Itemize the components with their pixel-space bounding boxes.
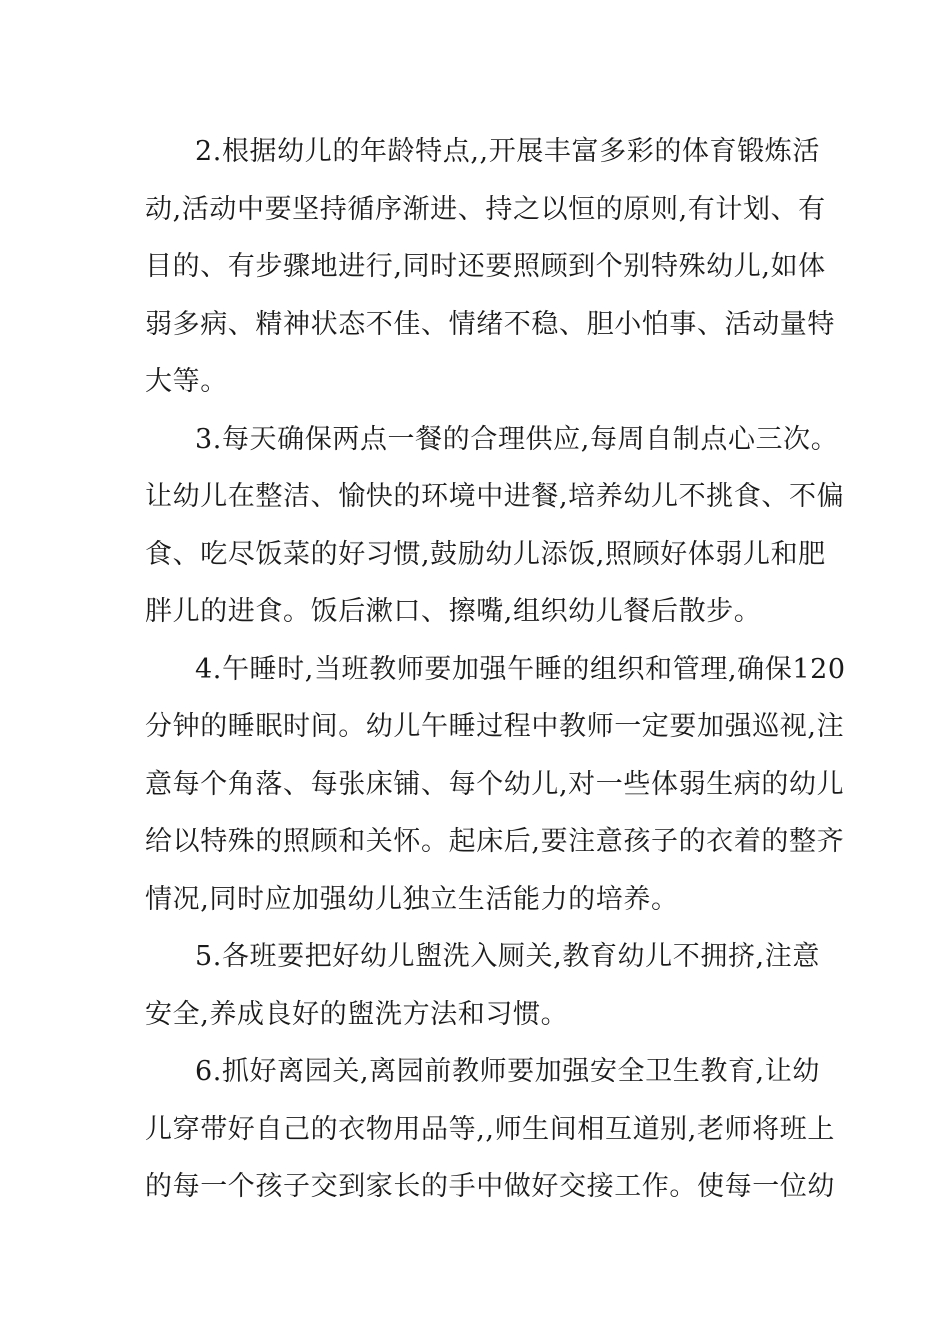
paragraph-2-line-3: 目的、有步骤地进行,同时还要照顾到个别特殊幼儿,如体 bbox=[145, 251, 826, 282]
paragraph-3-line-1: 3.每天确保两点一餐的合理供应,每周自制点心三次。 bbox=[195, 424, 839, 455]
paragraph-4-line-2: 分钟的睡眠时间。幼儿午睡过程中教师一定要加强巡视,注 bbox=[145, 711, 845, 742]
paragraph-6-line-2: 儿穿带好自己的衣物用品等,,师生间相互道别,老师将班上 bbox=[145, 1114, 835, 1145]
paragraph-2-line-2: 动,活动中要坚持循序渐进、持之以恒的原则,有计划、有 bbox=[145, 194, 826, 225]
paragraph-2-line-1: 2.根据幼儿的年龄特点,,开展丰富多彩的体育锻炼活 bbox=[195, 136, 820, 167]
paragraph-3-line-4: 胖儿的进食。饭后漱口、擦嘴,组织幼儿餐后散步。 bbox=[145, 596, 762, 627]
paragraph-4-line-4: 给以特殊的照顾和关怀。起床后,要注意孩子的衣着的整齐 bbox=[145, 826, 845, 857]
paragraph-4-line-1: 4.午睡时,当班教师要加强午睡的组织和管理,确保120 bbox=[195, 654, 846, 685]
paragraph-5-line-2: 安全,养成良好的盥洗方法和习惯。 bbox=[145, 999, 569, 1030]
paragraph-6-line-3: 的每一个孩子交到家长的手中做好交接工作。使每一位幼 bbox=[145, 1171, 835, 1202]
paragraph-4-line-5: 情况,同时应加强幼儿独立生活能力的培养。 bbox=[145, 884, 679, 915]
paragraph-6-line-1: 6.抓好离园关,离园前教师要加强安全卫生教育,让幼 bbox=[195, 1056, 820, 1087]
paragraph-3-line-3: 食、吃尽饭菜的好习惯,鼓励幼儿添饭,照顾好体弱儿和肥 bbox=[145, 539, 826, 570]
paragraph-2-line-4: 弱多病、精神状态不佳、情绪不稳、胆小怕事、活动量特 bbox=[145, 309, 835, 340]
paragraph-2-line-5: 大等。 bbox=[145, 366, 228, 397]
paragraph-3-line-2: 让幼儿在整洁、愉快的环境中进餐,培养幼儿不挑食、不偏 bbox=[145, 481, 845, 512]
paragraph-5-line-1: 5.各班要把好幼儿盥洗入厕关,教育幼儿不拥挤,注意 bbox=[195, 941, 820, 972]
paragraph-4-line-3: 意每个角落、每张床铺、每个幼儿,对一些体弱生病的幼儿 bbox=[145, 769, 845, 800]
